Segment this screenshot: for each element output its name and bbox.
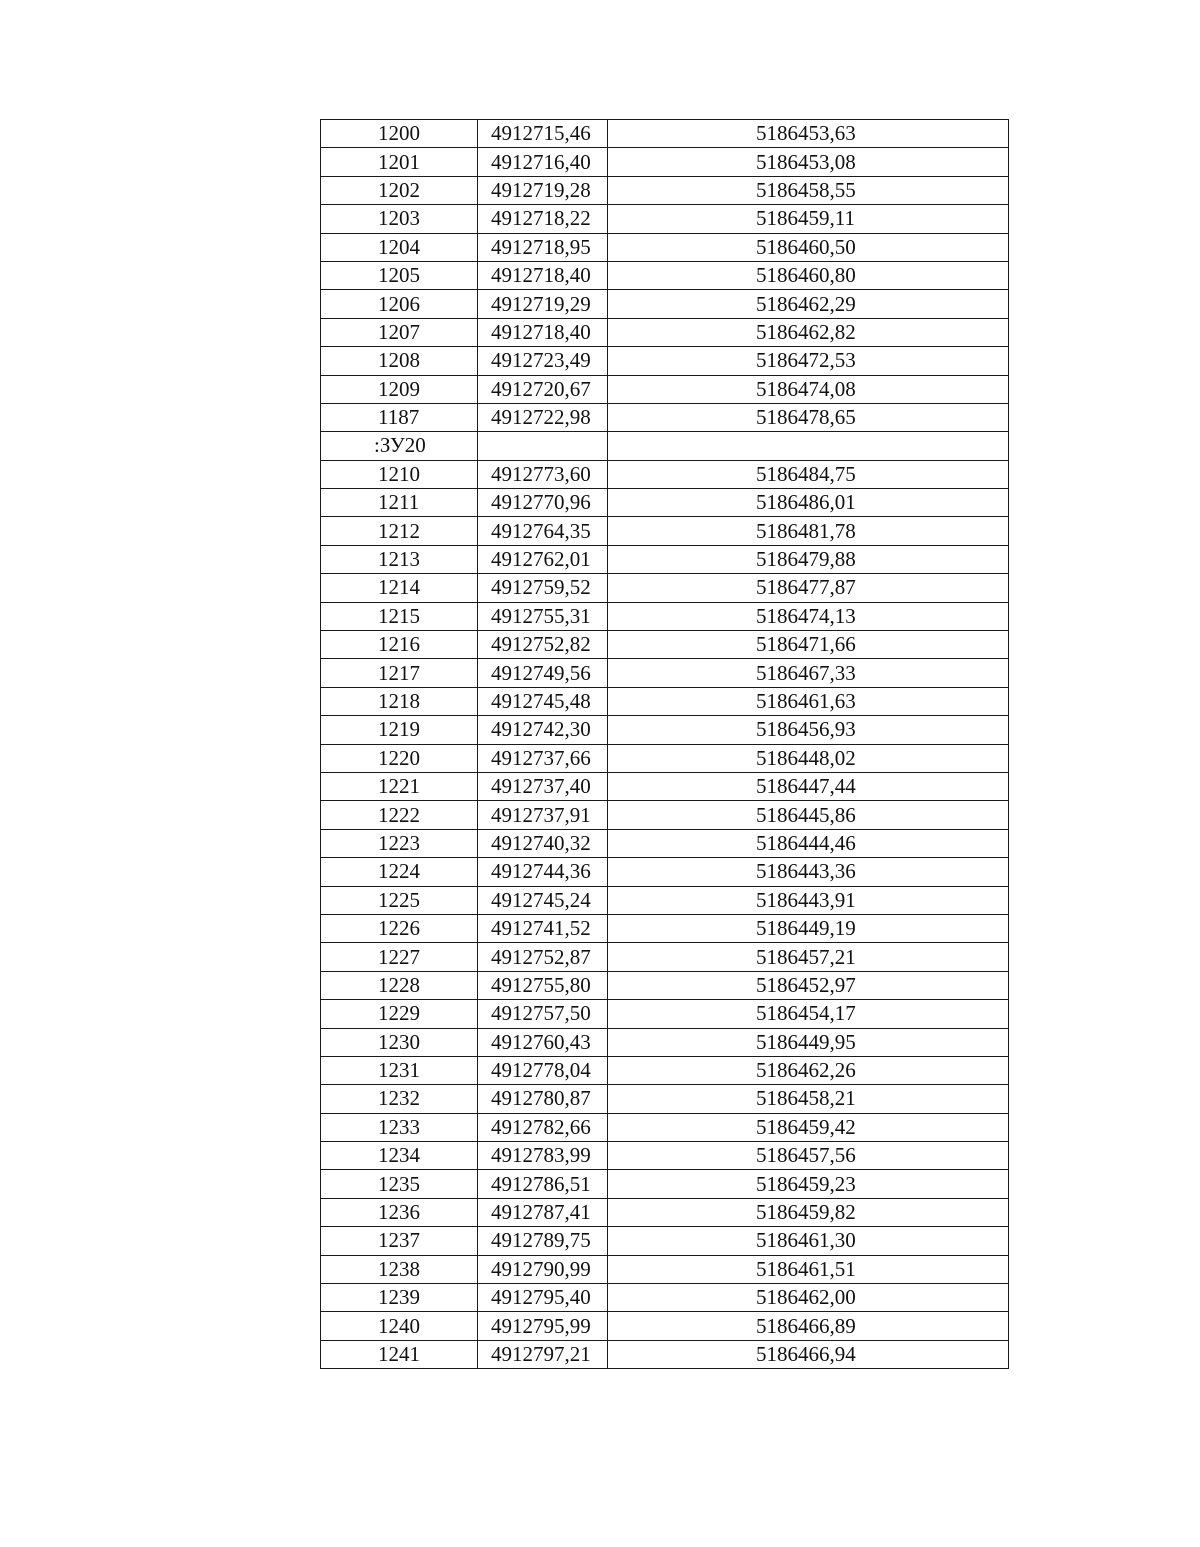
y-coordinate-cell: 5186458,55 [608,176,1009,204]
table-row [321,574,1009,602]
x-coordinate-cell: 4912737,40 [478,772,608,800]
x-coordinate-cell: 4912783,99 [478,1142,608,1170]
table-row [321,318,1009,346]
x-coordinate-cell: 4912795,40 [478,1284,608,1312]
point-number-cell: 1212 [321,517,478,545]
x-coordinate-cell: 4912752,82 [478,631,608,659]
point-number-cell: 1209 [321,375,478,403]
x-coordinate-cell: 4912737,66 [478,744,608,772]
x-coordinate-cell: 4912778,04 [478,1056,608,1084]
x-coordinate-cell: 4912786,51 [478,1170,608,1198]
table-row [321,943,1009,971]
point-number-cell: 1187 [321,403,478,431]
x-coordinate-cell: 4912716,40 [478,148,608,176]
x-coordinate-cell [478,432,608,460]
table-row [321,290,1009,318]
table-row [321,120,1009,148]
point-number-cell: 1215 [321,602,478,630]
point-number-cell: 1202 [321,176,478,204]
table-row [321,517,1009,545]
point-number-cell: 1227 [321,943,478,971]
point-number-cell: 1223 [321,829,478,857]
y-coordinate-cell: 5186443,36 [608,858,1009,886]
x-coordinate-cell: 4912780,87 [478,1085,608,1113]
point-number-cell: 1210 [321,460,478,488]
y-coordinate-cell: 5186461,30 [608,1227,1009,1255]
x-coordinate-cell: 4912719,29 [478,290,608,318]
point-number-cell: 1207 [321,318,478,346]
y-coordinate-cell: 5186449,19 [608,914,1009,942]
y-coordinate-cell: 5186459,42 [608,1113,1009,1141]
x-coordinate-cell: 4912789,75 [478,1227,608,1255]
x-coordinate-cell: 4912744,36 [478,858,608,886]
table-row [321,489,1009,517]
point-number-cell: 1226 [321,914,478,942]
point-number-cell: 1225 [321,886,478,914]
y-coordinate-cell: 5186462,29 [608,290,1009,318]
y-coordinate-cell: 5186445,86 [608,801,1009,829]
x-coordinate-cell: 4912795,99 [478,1312,608,1340]
table-row [321,971,1009,999]
point-number-cell: 1240 [321,1312,478,1340]
y-coordinate-cell: 5186472,53 [608,347,1009,375]
x-coordinate-cell: 4912759,52 [478,574,608,602]
point-number-cell: 1219 [321,716,478,744]
table-row [321,233,1009,261]
table-row [321,1056,1009,1084]
point-number-cell: 1239 [321,1284,478,1312]
y-coordinate-cell [608,432,1009,460]
x-coordinate-cell: 4912718,40 [478,318,608,346]
table-row [321,829,1009,857]
point-number-cell: 1224 [321,858,478,886]
y-coordinate-cell: 5186459,23 [608,1170,1009,1198]
point-number-cell: 1213 [321,545,478,573]
table-row [321,545,1009,573]
y-coordinate-cell: 5186456,93 [608,716,1009,744]
table-row [321,1255,1009,1283]
y-coordinate-cell: 5186457,56 [608,1142,1009,1170]
table-row [321,148,1009,176]
y-coordinate-cell: 5186458,21 [608,1085,1009,1113]
table-row [321,347,1009,375]
point-number-cell: 1230 [321,1028,478,1056]
table-row [321,1028,1009,1056]
x-coordinate-cell: 4912757,50 [478,1000,608,1028]
table-row [321,744,1009,772]
y-coordinate-cell: 5186457,21 [608,943,1009,971]
point-number-cell: 1200 [321,120,478,148]
table-row [321,858,1009,886]
point-number-cell: 1205 [321,261,478,289]
point-number-cell: 1241 [321,1340,478,1368]
point-number-cell: 1220 [321,744,478,772]
y-coordinate-cell: 5186474,13 [608,602,1009,630]
table-row [321,659,1009,687]
table-row [321,1085,1009,1113]
x-coordinate-cell: 4912752,87 [478,943,608,971]
table-row [321,205,1009,233]
point-number-cell: 1217 [321,659,478,687]
y-coordinate-cell: 5186467,33 [608,659,1009,687]
y-coordinate-cell: 5186459,11 [608,205,1009,233]
y-coordinate-cell: 5186462,82 [608,318,1009,346]
x-coordinate-cell: 4912742,30 [478,716,608,744]
x-coordinate-cell: 4912790,99 [478,1255,608,1283]
y-coordinate-cell: 5186444,46 [608,829,1009,857]
table-row [321,403,1009,431]
x-coordinate-cell: 4912740,32 [478,829,608,857]
table-row [321,1312,1009,1340]
y-coordinate-cell: 5186448,02 [608,744,1009,772]
y-coordinate-cell: 5186466,89 [608,1312,1009,1340]
point-number-cell: 1203 [321,205,478,233]
table-row [321,687,1009,715]
x-coordinate-cell: 4912741,52 [478,914,608,942]
y-coordinate-cell: 5186477,87 [608,574,1009,602]
table-row [321,772,1009,800]
table-row [321,716,1009,744]
y-coordinate-cell: 5186460,80 [608,261,1009,289]
table-row [321,375,1009,403]
y-coordinate-cell: 5186447,44 [608,772,1009,800]
table-row [321,1227,1009,1255]
x-coordinate-cell: 4912770,96 [478,489,608,517]
point-number-cell: 1211 [321,489,478,517]
table-row [321,631,1009,659]
point-number-cell: 1232 [321,1085,478,1113]
point-number-cell: 1216 [321,631,478,659]
table-row [321,1170,1009,1198]
x-coordinate-cell: 4912718,95 [478,233,608,261]
point-number-cell: 1214 [321,574,478,602]
x-coordinate-cell: 4912745,24 [478,886,608,914]
point-number-cell: 1206 [321,290,478,318]
x-coordinate-cell: 4912737,91 [478,801,608,829]
point-number-cell: 1204 [321,233,478,261]
point-number-cell: 1218 [321,687,478,715]
point-number-cell: 1237 [321,1227,478,1255]
x-coordinate-cell: 4912787,41 [478,1198,608,1226]
table-row [321,801,1009,829]
table-row [321,1340,1009,1368]
point-number-cell: 1233 [321,1113,478,1141]
x-coordinate-cell: 4912718,22 [478,205,608,233]
x-coordinate-cell: 4912749,56 [478,659,608,687]
point-number-cell: 1208 [321,347,478,375]
x-coordinate-cell: 4912723,49 [478,347,608,375]
x-coordinate-cell: 4912722,98 [478,403,608,431]
point-number-cell: 1221 [321,772,478,800]
y-coordinate-cell: 5186452,97 [608,971,1009,999]
table-row [321,460,1009,488]
coordinates-table [320,119,1009,1369]
x-coordinate-cell: 4912718,40 [478,261,608,289]
table-row [321,914,1009,942]
table-row [321,1000,1009,1028]
x-coordinate-cell: 4912719,28 [478,176,608,204]
y-coordinate-cell: 5186466,94 [608,1340,1009,1368]
table-row [321,261,1009,289]
x-coordinate-cell: 4912762,01 [478,545,608,573]
y-coordinate-cell: 5186478,65 [608,403,1009,431]
x-coordinate-cell: 4912773,60 [478,460,608,488]
table-row [321,1198,1009,1226]
x-coordinate-cell: 4912797,21 [478,1340,608,1368]
y-coordinate-cell: 5186474,08 [608,375,1009,403]
table-row [321,886,1009,914]
y-coordinate-cell: 5186481,78 [608,517,1009,545]
x-coordinate-cell: 4912755,80 [478,971,608,999]
point-number-cell: 1235 [321,1170,478,1198]
table-row [321,1284,1009,1312]
point-number-cell: 1229 [321,1000,478,1028]
x-coordinate-cell: 4912755,31 [478,602,608,630]
y-coordinate-cell: 5186484,75 [608,460,1009,488]
point-number-cell: 1236 [321,1198,478,1226]
y-coordinate-cell: 5186486,01 [608,489,1009,517]
x-coordinate-cell: 4912782,66 [478,1113,608,1141]
table-row [321,1113,1009,1141]
point-number-cell: 1201 [321,148,478,176]
table-section-row [321,432,1009,460]
y-coordinate-cell: 5186459,82 [608,1198,1009,1226]
point-number-cell: 1222 [321,801,478,829]
y-coordinate-cell: 5186471,66 [608,631,1009,659]
y-coordinate-cell: 5186479,88 [608,545,1009,573]
y-coordinate-cell: 5186462,26 [608,1056,1009,1084]
y-coordinate-cell: 5186461,63 [608,687,1009,715]
x-coordinate-cell: 4912760,43 [478,1028,608,1056]
y-coordinate-cell: 5186453,08 [608,148,1009,176]
y-coordinate-cell: 5186461,51 [608,1255,1009,1283]
x-coordinate-cell: 4912720,67 [478,375,608,403]
y-coordinate-cell: 5186462,00 [608,1284,1009,1312]
table-row [321,176,1009,204]
point-number-cell: 1231 [321,1056,478,1084]
x-coordinate-cell: 4912745,48 [478,687,608,715]
table-row [321,602,1009,630]
y-coordinate-cell: 5186449,95 [608,1028,1009,1056]
point-number-cell: :ЗУ20 [321,432,478,460]
point-number-cell: 1234 [321,1142,478,1170]
y-coordinate-cell: 5186453,63 [608,120,1009,148]
point-number-cell: 1228 [321,971,478,999]
y-coordinate-cell: 5186460,50 [608,233,1009,261]
x-coordinate-cell: 4912715,46 [478,120,608,148]
point-number-cell: 1238 [321,1255,478,1283]
y-coordinate-cell: 5186443,91 [608,886,1009,914]
y-coordinate-cell: 5186454,17 [608,1000,1009,1028]
coordinates-table-body [321,120,1009,1369]
table-row [321,1142,1009,1170]
x-coordinate-cell: 4912764,35 [478,517,608,545]
